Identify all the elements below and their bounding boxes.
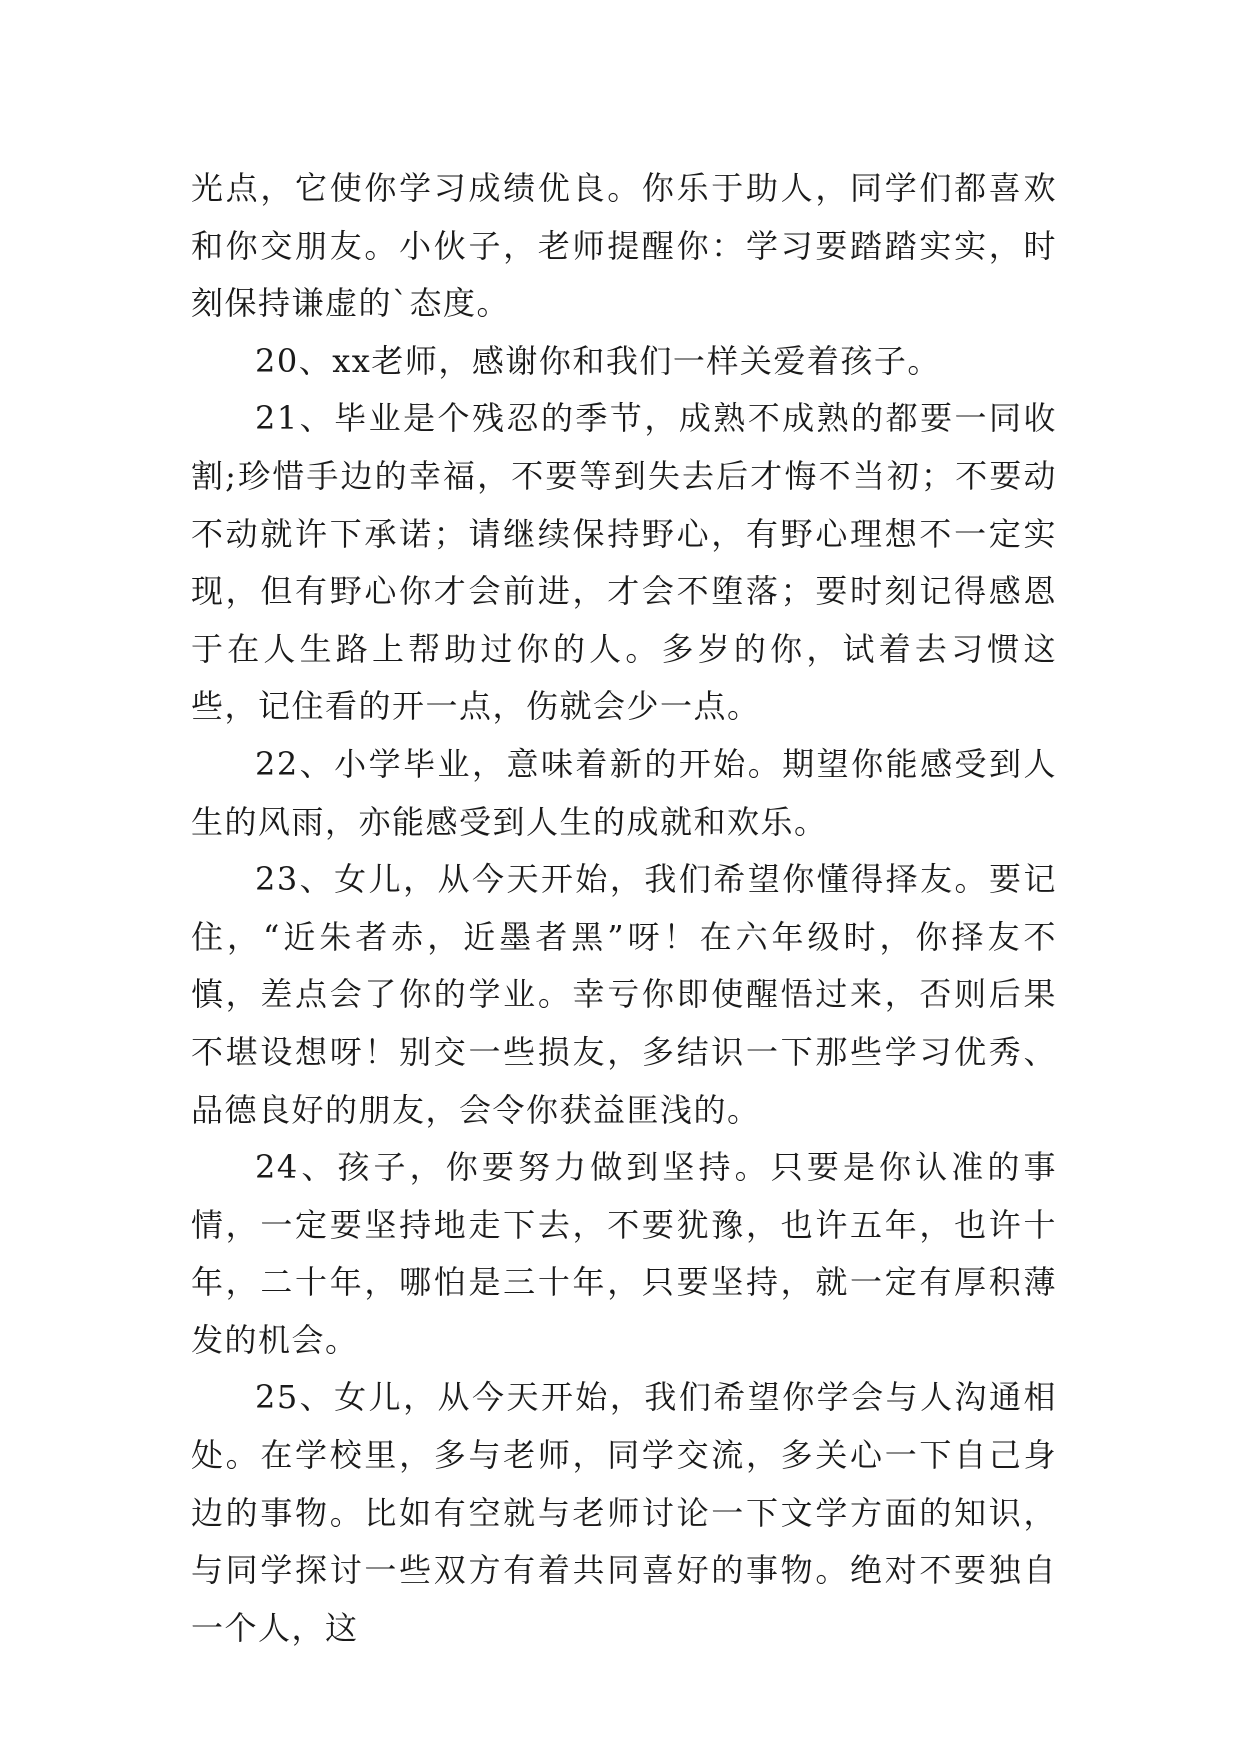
paragraph-22: 22、小学毕业，意味着新的开始。期望你能感受到人生的风雨，亦能感受到人生的成就和欢乐。 — [191, 744, 1057, 841]
paragraph-20: 20、xx老师，感谢你和我们一样关爱着孩子。 — [255, 341, 941, 380]
paragraph-continued: 光点，它使你学习成绩优良。你乐于助人，同学们都喜欢和你交朋友。小伙子，老师提醒你：学习要踏踏实实，时刻保持谦虚的`态度。 — [191, 169, 1057, 323]
paragraph-25: 25、女儿，从今天开始，我们希望你学会与人沟通相处。在学校里，多与老师，同学交流，多关心一下自己身边的事物。比如有空就与老师讨论一下文学方面的知识，与同学探讨一些双方有着共同喜好的事物。绝对不要独自一个人，这 — [191, 1378, 1057, 1647]
paragraph-21: 21、毕业是个残忍的季节，成熟不成熟的都要一同收割;珍惜手边的幸福，不要等到失去后才悔不当初；不要动不动就许下承诺；请继续保持野心，有野心理想不一定实现，但有野心你才会前进，才会不堕落；要时刻记得感恩于在人生路上帮助过你的人。多岁的你，试着去习惯这些，记住看的开一点，伤就会少一点。 — [191, 399, 1057, 726]
paragraph-23: 23、女儿，从今天开始，我们希望你懂得择友。要记住，“近朱者赤，近墨者黑”呀！在六年级时，你择友不慎，差点会了你的学业。幸亏你即使醒悟过来，否则后果不堪设想呀！别交一些损友，多结识一下那些学习优秀、品德良好的朋友，会令你获益匪浅的。 — [191, 860, 1057, 1129]
document-body — [191, 160, 1057, 1657]
paragraph-24: 24、孩子，你要努力做到坚持。只要是你认准的事情，一定要坚持地走下去，不要犹豫，也许五年，也许十年，二十年，哪怕是三十年，只要坚持，就一定有厚积薄发的机会。 — [191, 1148, 1057, 1359]
